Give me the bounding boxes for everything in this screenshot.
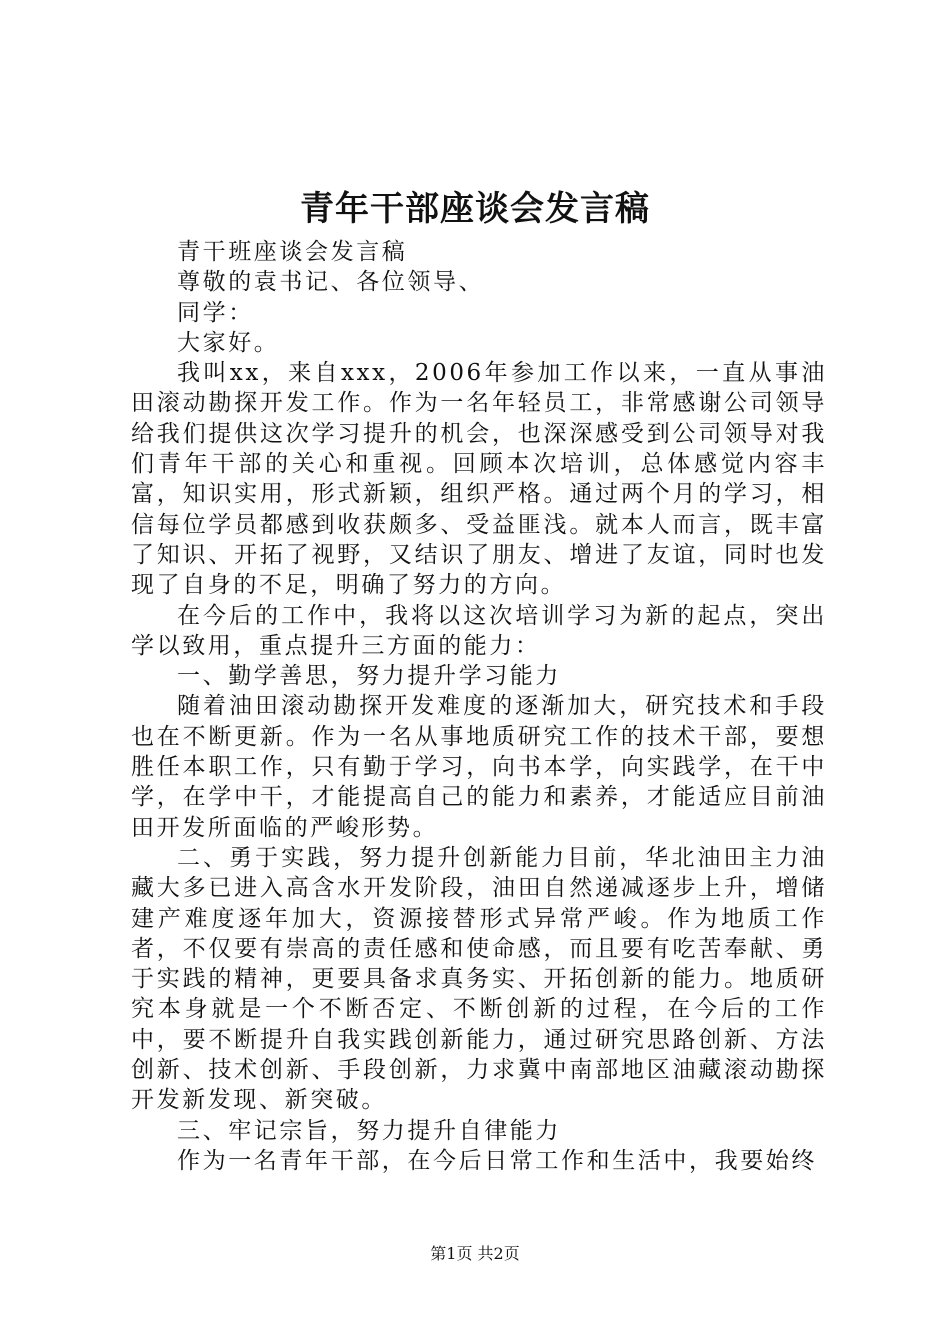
paragraph-introduction: 我叫xx，来自xxx，2006年参加工作以来，一直从事油田滚动勘探开发工作。作为一名年轻员工，非常感谢公司领导给我们提供这次学习提升的机会，也深深感受到公司领导对我们青年干部的关心和重视。回顾本次培训，总体感觉内容丰富，知识实用，形式新颖，组织严格。通过两个月的学习，相信每位学员都感到收获颇多、受益匪浅。就本人而言，既丰富了知识、开拓了视野，又结识了朋友、增进了友谊，同时也发现了自身的不足，明确了努力的方向。 (131, 360, 827, 599)
paragraph-subtitle: 青干班座谈会发言稿 (177, 239, 408, 265)
paragraph-greeting: 大家好。 (177, 329, 280, 356)
paragraph-salutation-cont: 同学： (177, 299, 254, 326)
paragraph-goals: 在今后的工作中，我将以这次培训学习为新的起点，突出学以致用，重点提升三方面的能力： (131, 602, 827, 659)
page-number-footer: 第1页 共2页 (430, 1244, 520, 1263)
heading-section-1: 一、勤学善思，努力提升学习能力 (177, 663, 561, 690)
paragraph-section-3: 作为一名青年干部，在今后日常工作和生活中，我要始终 (177, 1147, 817, 1174)
paragraph-salutation: 尊敬的袁书记、各位领导、 (177, 269, 485, 296)
document-title: 青年干部座谈会发言稿 (300, 189, 650, 229)
paragraph-section-1: 随着油田滚动勘探开发难度的逐渐加大，研究技术和手段也在不断更新。作为一名从事地质研究工作的技术干部，要想胜任本职工作，只有勤于学习，向书本学，向实践学，在干中学，在学中干，才能提高自己的能力和素养，才能适应目前油田开发所面临的严峻形势。 (131, 693, 827, 841)
paragraph-section-2: 二、勇于实践，努力提升创新能力目前，华北油田主力油藏大多已进入高含水开发阶段，油田自然递减逐步上升，增储建产难度逐年加大，资源接替形式异常严峻。作为地质工作者，不仅要有崇高的责任感和使命感，而且要有吃苦奉献、勇于实践的精神，更要具备求真务实、开拓创新的能力。地质研究本身就是一个不断否定、不断创新的过程，在今后的工作中，要不断提升自我实践创新能力，通过研究思路创新、方法创新、技术创新、手段创新，力求冀中南部地区油藏滚动勘探开发新发现、新突破。 (131, 844, 827, 1114)
document-body (131, 237, 827, 1176)
heading-section-3: 三、牢记宗旨，努力提升自律能力 (177, 1117, 561, 1144)
